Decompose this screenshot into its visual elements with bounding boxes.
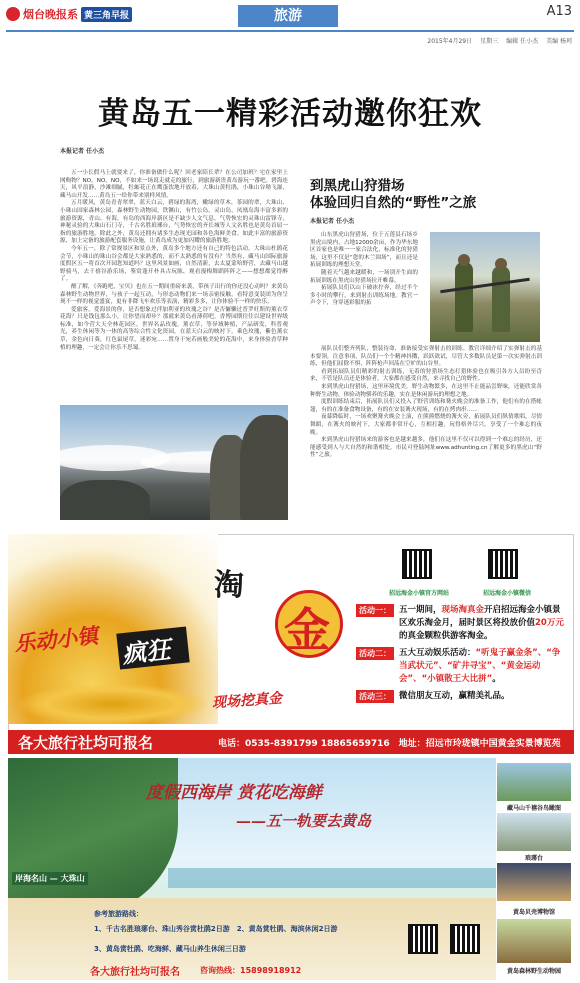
ad1-slogan-tao: 淘 [214, 568, 244, 603]
section-title: 旅游 [238, 5, 338, 27]
article2-paragraph: 看到拓展队员们精彩的射击训练，无着的狩猎场生态打猎体验也在吸引各方人员纷至沓来，不管是队员还是体验者，大家都在感受自然，来寻找自己的野性。 [310, 368, 542, 383]
page-number: A13 [546, 4, 572, 19]
issue-date: 2015年4月29日 [427, 38, 473, 45]
article2-paragraph: 展队员们整齐列队，整装待命，准备接受实弹射击的训练。教官详细介绍了实弹射击的基本要领，注意事项，队员们一个个精神抖擞，跃跃欲试，尽管大多数队员是第一次实弹射击训练，但他们屈除不惧，阵阵枪声回荡在空旷的山谷里。 [310, 346, 542, 368]
newspaper-logo [6, 6, 132, 22]
paper-name: 烟台晚报系 [23, 8, 78, 21]
article2-intro [310, 232, 418, 308]
article1-body [60, 170, 288, 352]
activity-text: 微信朋友互动，赢精美礼品。 [399, 691, 510, 701]
ad2-footer [8, 961, 496, 979]
article1-paragraph: 今年五一，除了常规景区和景点外，黄岛多个地方还有自己的特色活动，大珠山杜鹃花会节，小珠山的珠山谷会都是大家熟悉的，而不太熟悉的有没有？当然有，藏马山国际旅游度假区五一将首次开园您知道吗？这里风景如画，自然清新，去太夏蒙哈野营，去藏马山越野骑马，去千禧谷游乐场，鉴赏蓬开朴具古玩陈，观看漫梅舞蹈阵阵之——想想都觉得醉了。 [60, 245, 288, 283]
paper-tag: 黄三角早报 [81, 7, 132, 22]
activity-text: 五一期间，现场淘真金开启招远海金小镇景区欢乐淘金月，届时景区将投放价值20万元的真金颗粒供游客淘金。 [399, 605, 564, 641]
article1-paragraph: 五月暖风，黄岛青青翠翠，蓝天白云，碧绿的海湾，嫩绿的草木，茶园的翠，大珠山、小珠山国家森林公园，森林野生动物园，铁镢山，有竹公岛，灵山岛，凤凰岛海丰富多彩的旅游资源，青山、有海，有岛的西海岸新区是不缺少人文气息，气势恢宏的灵珠山雷锋寺，神秘灵验的大珠山石门寺，千古名胜琅琊台，气势恢宏的齐长城等人文名胜也是黄岛首屈一指的旅游胜地。除此之外，黄岛还拥有诸多生态现光园和各色海鲜美食。如此丰富的旅游资源，加上完备的旅游配套服务设施，让黄岛成为更加闪耀的旅游胜地。 [60, 200, 288, 245]
article1-byline: 本报记者 任小杰 [60, 148, 105, 155]
article1-paragraph: 醒了解，《奔跑吧，宝贝》也在五一期间重磅来袭，带孩子出行的你还没心动吗？来黄岛森林野生动物世界，与孩子一起互动，与形态动物们来一场亲密接触，看特意变装团为你呈现不一样的视觉盛宴，更有非降飞车欢乐等表演，精彩多多，让你体验不一样的快乐。 [60, 283, 288, 306]
designer-credit: 美编 杨珂 [546, 38, 572, 45]
thumbnail-photo [496, 762, 572, 802]
activity-label: 活动二： [356, 647, 394, 660]
ad1-activities [356, 604, 568, 703]
qr-code[interactable] [402, 549, 432, 579]
article2-title [310, 178, 540, 212]
activity-item [356, 604, 568, 643]
ad1-sub-slogan: 现场挖真金 [211, 690, 283, 712]
article2-paragraph: 随着天气越来越暖和，一场别开生面的拓展训练在黑虎山狩猎场拉开帷幕。 [310, 269, 418, 284]
qr-code[interactable] [450, 924, 480, 954]
ad1-slogan-cursive: 乐动小镇 [12, 622, 100, 657]
ad2-title: 度假西海岸 赏花吃海鲜 [146, 783, 322, 803]
ad1-slogan-big: 疯狂 [120, 634, 172, 669]
article1-paragraph: 爱旅客，爱海景的你，是否想象过伴加利亚的玫瑰之谷？是否慵懒过普罗旺斯的薰衣草花海？只是钱包那么小，让你望而却步？那就来黄岛看薄荷吧，香博园期往往以建设世界级标准，如今营大天全林花园区，世界名品玫瑰，薰衣草，等异域种植，产品研发，科普观光，养生休闲等为一体的高等综合性文化资园，在蓝天白云的映衬下，乘色玫瑰，紫色薰衣草，金色向日葵，红色鼠尾草，迷彩宛……置身于宛若画般美轮的花海中，来身体验香草种植的理趣，一定会让你乐不思蜀。 [60, 306, 288, 351]
activity-text: 五大互动娱乐活动：“听鬼子赢金条”、“争当武状元”、“矿井寻宝”、“黄金运动会”、“小镇散王大比拼”。 [399, 648, 561, 684]
ad2-left-label: 岸海名山 — 大珠山 [12, 872, 88, 885]
ad2-subtitle: ——五一轨要去黄岛 [236, 812, 372, 830]
thumbnail-photo [496, 862, 572, 902]
article2-paragraph: 度假训练结束后，拓展队员们又投入了野营训练和篝火晚会的准备工作，他们有的在搭帐篷，有的在准备食物设备，有的在安装篝火现场，有的在烤肉串…… [310, 399, 542, 413]
thumbnail-photo [496, 918, 572, 964]
activity-label: 活动一： [356, 604, 394, 617]
thumbnail-caption: 藏马山千禧谷鸟瞰图 [506, 805, 561, 812]
thumbnail-caption: 黄岛森林野生动物园 [506, 968, 561, 975]
editor-credit: 编辑 任小杰 [506, 38, 539, 45]
mountain-sea-of-clouds-photo [60, 405, 288, 520]
article2-title-line2: 体验回归自然的“野性”之旅 [310, 195, 477, 211]
article2-paragraph: 山东黑虎山狩猎场，位于五莲县石场乡黑虎山境内，占地12000余亩，作为华东地区首家也是唯一一家合法化，标准化的狩猎场，这里不仅是“您的木兰围场”，而且还是拓展训练的理想天堂。 [310, 232, 418, 269]
ad1-slogan-jin: 金 [284, 603, 330, 657]
article2-paragraph: 拓展队员们以山下破冰拧奔，经过半个多小时的攀行，来到射击训练场地。教官一声令下，身穿迷彩服的拓 [310, 285, 418, 307]
issue-weekday: 星期三 [480, 38, 499, 45]
qr-code[interactable] [408, 924, 438, 954]
route-line: 1、千古名胜琅琊台、珠山秀谷赏杜鹃2日游 2、黄岛赏牡鹃、海滨休闲2日游 [94, 925, 338, 933]
ad2-footer-left: 各大旅行社均可报名 [90, 966, 180, 978]
article2-paragraph: 来到黑虎山狩猎场，这里环境优美，野生动物繁多，在这里不止能品尝野味，还能欣赏各种野生动物，体验动物驯养的乐趣，实在是休闲游玩的理想之地。 [310, 383, 542, 398]
article1-paragraph: 五一小长假马上就要来了，你准备做什么呢？回老家陪长辈？在公司加班？宅在家里上网购物？NO，NO，NO，不如来一场说走就走的旅行，到旅游新贵黄岛游玩一番吧。碧海连天，风平浪静，沙滩细腻，牡蛎花正在鹰蛋饮地开放着，大珠山黄牡鹃，小珠山谷坳飞瀑，藏马山开发……黄岛五一给你带来别样风情。 [60, 170, 288, 199]
routes-title: 参考旅游路线： [94, 910, 143, 918]
ad1-footer-left: 各大旅行社均可报名 [18, 733, 154, 752]
main-headline: 黄岛五一精彩活动邀你狂欢 [98, 96, 482, 132]
activity-label: 活动三： [356, 690, 394, 703]
qr-code[interactable] [488, 549, 518, 579]
route-line: 3、黄岛赏牡鹃、吃海鲜、藏马山养生休闲三日游 [94, 945, 246, 953]
ad1-footer-contact: 电话：0535-8391799 18865659716 地址：招远市玲珑镇中国黄金实景博览苑 [218, 738, 561, 749]
article2-body [310, 346, 542, 460]
ad2-footer-phone: 咨询热线：15898918912 [200, 965, 302, 975]
article2-byline: 本报记者 任小杰 [310, 218, 355, 225]
header-rule [6, 30, 574, 32]
logo-mark-icon [6, 7, 20, 21]
thumbnail-caption: 黄岛贝壳博物馆 [512, 909, 555, 916]
article2-title-line1: 到黑虎山狩猎场 [310, 178, 405, 194]
ad1-footer-bar [8, 730, 574, 754]
hunting-training-photo [430, 232, 540, 342]
issue-meta [427, 36, 572, 45]
qr2-caption: 招远海金小镇微信 [482, 590, 531, 597]
page-header [0, 0, 580, 36]
qr1-caption: 招远海金小镇官方网站 [388, 590, 449, 597]
article2-paragraph: 夜幕降临时，一场欢聚篝火晚会上演，在熊熊燃烧的篝火旁，拓展队员们纵情歌唱，尽情舞蹈，在篝火的映衬下，大家都非常开心，互相打趣，玩得格外尽兴，享受了一个难忘的夜晚。 [310, 414, 542, 436]
activity-item [356, 647, 568, 686]
thumbnail-caption: 琅琊台 [524, 855, 543, 862]
thumbnail-photo [496, 812, 572, 852]
article2-paragraph: 来到黑虎山狩猎场来的游客也是越来越多，他们在这里不仅可以得到一个难忘的经历，还能感受到人与大自然的和谐相处，市民可登陆网址www.adhunting.cn了解更多的黑虎山“野性”之旅。 [310, 437, 542, 459]
activity-item [356, 690, 568, 703]
